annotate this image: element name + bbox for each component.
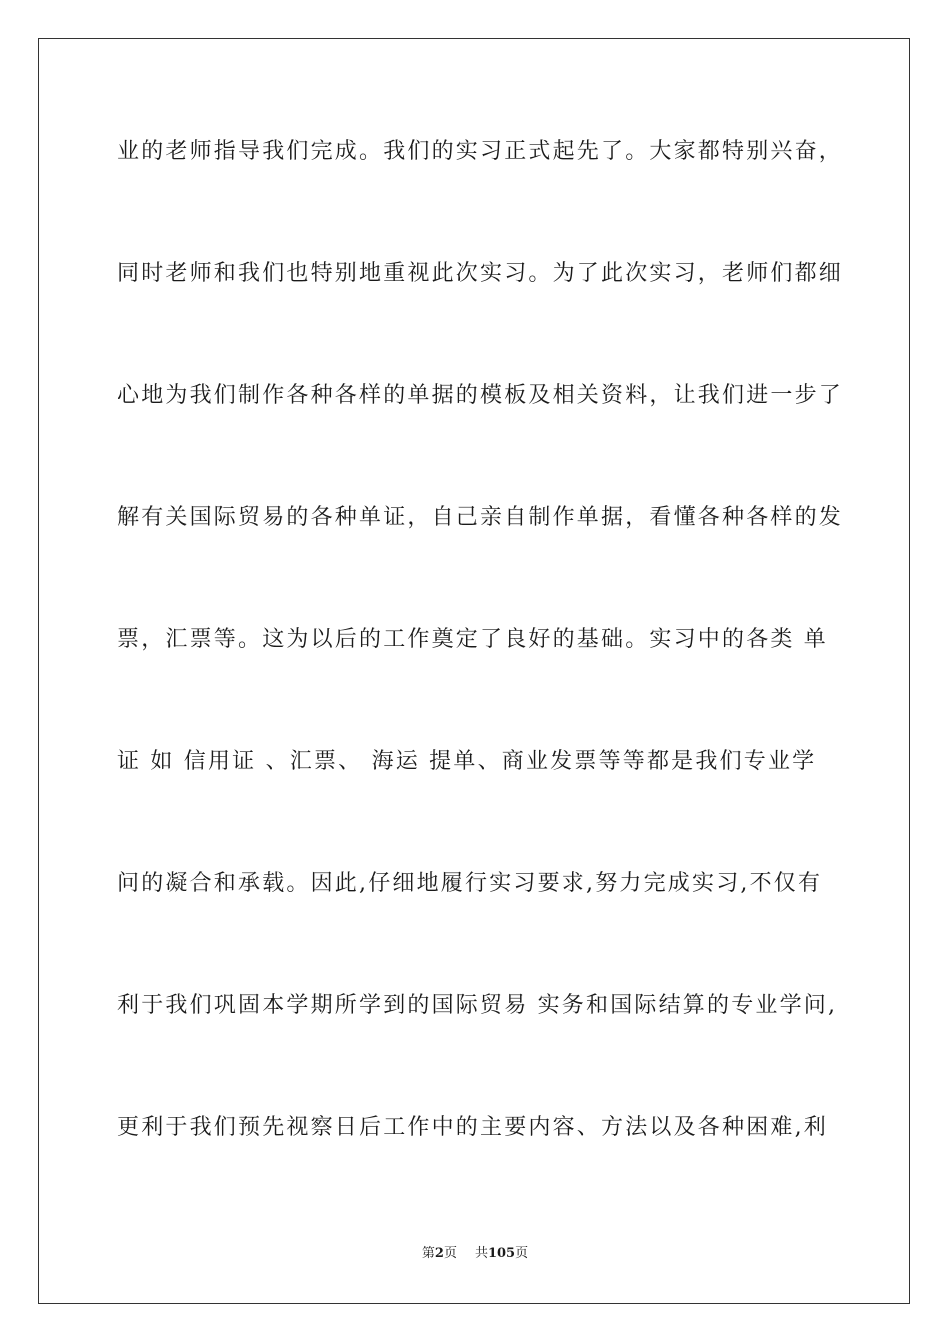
page-suffix: 页 [443, 1246, 457, 1261]
page-footer [0, 1245, 950, 1263]
total-pages: 105 [487, 1246, 516, 1261]
body-text-line: 同时老师和我们也特别地重视此次实习。为了此次实习，老师们都细 [117, 261, 844, 286]
page-prefix: 第 [421, 1246, 435, 1261]
body-text-line: 问的凝合和承载。因此,仔细地履行实习要求,努力完成实习,不仅有 [117, 871, 823, 896]
body-text-line: 利于我们巩固本学期所学到的国际贸易 实务和国际结算的专业学问, [117, 993, 838, 1018]
total-suffix: 页 [515, 1246, 529, 1261]
body-text-line: 证 如 信用证 、汇票、 海运 提单、商业发票等等都是我们专业学 [117, 749, 817, 774]
body-text-line: 更利于我们预先视察日后工作中的主要内容、方法以及各种困难,利 [117, 1115, 828, 1140]
body-text-line: 解有关国际贸易的各种单证，自己亲自制作单据，看懂各种各样的发 [117, 505, 844, 530]
total-prefix: 共 [474, 1246, 488, 1261]
page-number: 2 [434, 1246, 444, 1261]
body-text-line: 业的老师指导我们完成。我们的实习正式起先了。大家都特别兴奋， [117, 139, 844, 164]
body-text-line: 票，汇票等。这为以后的工作奠定了良好的基础。实习中的各类 单 [117, 627, 828, 652]
body-text-line: 心地为我们制作各种各样的单据的模板及相关资料，让我们进一步了 [117, 383, 844, 408]
